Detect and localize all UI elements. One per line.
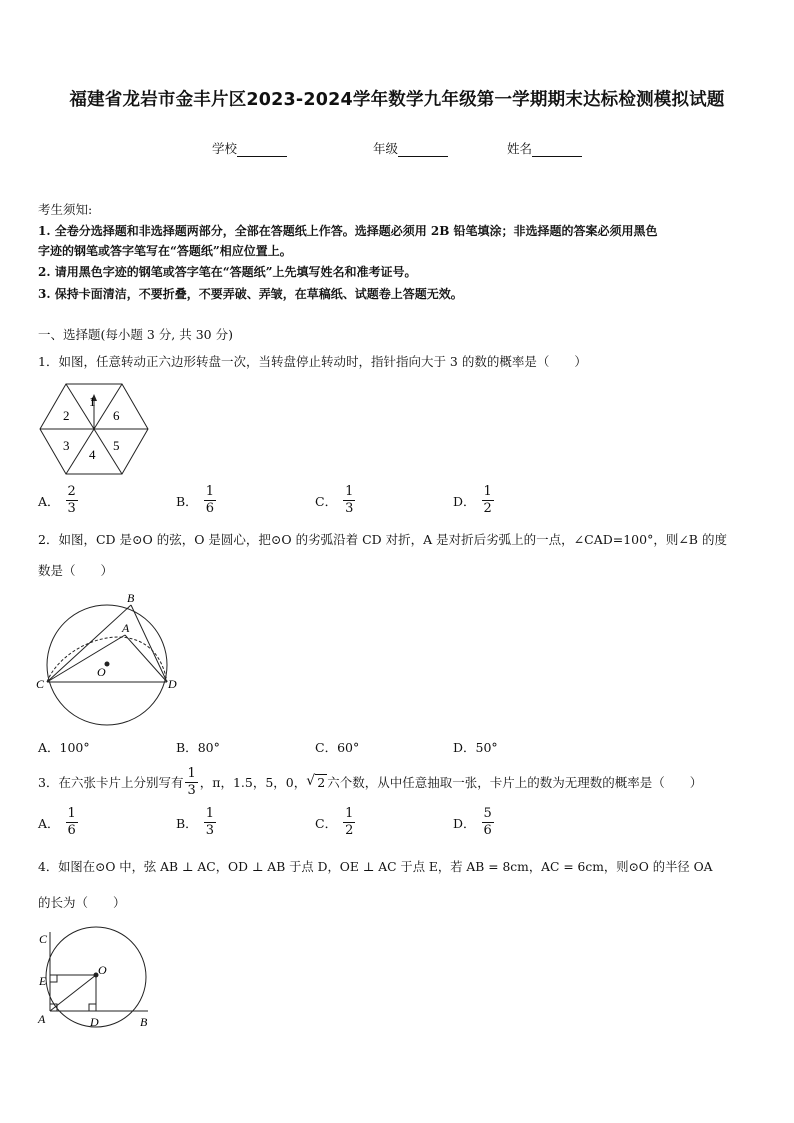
grade-blank[interactable] (398, 142, 448, 157)
name-field[interactable] (507, 139, 582, 157)
q1-option-c[interactable]: C． $\frac{1}{3}$ (315, 484, 354, 516)
q3-stem: 3．在六张卡片上分别写有 $\frac{1}{3}$ ，π，1.5，5，0， √ 2 六个数，从中任意抽取一张，卡片上的数为无理数的概率是（ ） (38, 766, 703, 798)
q4-label-e: E (39, 974, 47, 988)
notice-heading: 考生须知: (38, 202, 93, 217)
q2-label-d: D (168, 677, 177, 691)
q2-stem-cont: 数是（ ） (38, 563, 114, 578)
q4-stem-cont: 的长为（ ） (38, 895, 126, 910)
q2-stem: 2．如图，CD 是⊙O 的弦，O 是圆心，把⊙O 的劣弧沿着 CD 对折，A 是对折后劣弧上的一点，∠CAD=100°，则∠B 的度 (38, 532, 727, 547)
notice-item-3: 3. 保持卡面清洁，不要折叠，不要弄破、弄皱，在草稿纸、试题卷上答题无效。 (38, 287, 463, 301)
grade-label: 年级 (373, 141, 399, 156)
q4-label-a: A (38, 1012, 46, 1026)
q4-label-b: B (140, 1015, 148, 1029)
q3-option-d[interactable]: D． $\frac{5}{6}$ (453, 806, 492, 838)
q2-option-a[interactable]: A． 100° (38, 739, 90, 755)
name-label: 姓名 (507, 141, 533, 156)
q2-label-c: C (36, 677, 45, 691)
q1-option-b[interactable]: B． $\frac{1}{6}$ (176, 484, 214, 516)
q4-label-d: D (90, 1015, 99, 1029)
q2-label-a: A (122, 621, 130, 635)
notice-item-2: 2. 请用黑色字迹的钢笔或答字笔在“答题纸”上先填写姓名和准考证号。 (38, 265, 417, 279)
q3-option-a[interactable]: A． $\frac{1}{6}$ (38, 806, 76, 838)
notice-item-1: 1. 全卷分选择题和非选择题两部分，全部在答题纸上作答。选择题必须用 2B 铅笔填涂；非选择题的答案必须用黑色 (38, 224, 658, 238)
q4-circle-figure (34, 922, 164, 1034)
q2-option-b[interactable]: B． 80° (176, 739, 220, 755)
name-blank[interactable] (532, 142, 582, 157)
q1-option-d[interactable]: D． $\frac{1}{2}$ (453, 484, 492, 516)
q1-option-a[interactable]: A． $\frac{2}{3}$ (38, 484, 76, 516)
school-label: 学校 (212, 141, 238, 156)
q2-circle-figure (34, 588, 184, 736)
hex-label-3: 3 (63, 438, 70, 453)
school-blank[interactable] (237, 142, 287, 157)
notice-item-1-cont: 字迹的钢笔或答字笔写在“答题纸”相应位置上。 (38, 244, 292, 258)
section-heading: 一、选择题(每小题 3 分, 共 30 分) (38, 327, 233, 342)
school-field[interactable] (212, 139, 287, 157)
q2-option-d[interactable]: D． 50° (453, 739, 498, 755)
hex-label-2: 2 (63, 408, 70, 423)
hex-label-6: 6 (113, 408, 120, 423)
q4-stem: 4．如图在⊙O 中，弦 AB ⊥ AC，OD ⊥ AB 于点 D，OE ⊥ AC 于点 E，若 AB = 8cm，AC = 6cm，则⊙O 的半径 OA (38, 860, 713, 874)
q3-option-b[interactable]: B． $\frac{1}{3}$ (176, 806, 214, 838)
page-title: 福建省龙岩市金丰片区2023-2024学年数学九年级第一学期期末达标检测模拟试题 (69, 90, 725, 110)
q4-label-c: C (39, 932, 48, 946)
grade-field[interactable] (373, 139, 448, 157)
q3-fraction: $\frac{1}{3}$ (187, 766, 196, 798)
q3-sqrt: √ 2 (306, 772, 326, 790)
q1-stem: 1．如图，任意转动正六边形转盘一次，当转盘停止转动时，指针指向大于 3 的数的概率是（ ） (38, 354, 587, 369)
q3-option-c[interactable]: C． $\frac{1}{2}$ (315, 806, 354, 838)
hex-label-4: 4 (89, 447, 96, 462)
q1-hexagon-figure (38, 382, 150, 476)
hex-label-5: 5 (113, 438, 120, 453)
q2-option-c[interactable]: C． 60° (315, 739, 360, 755)
hex-label-1: 1 (89, 394, 96, 409)
q4-label-o: O (98, 963, 107, 977)
q2-label-b: B (127, 591, 135, 605)
q2-label-o: O (97, 665, 106, 679)
